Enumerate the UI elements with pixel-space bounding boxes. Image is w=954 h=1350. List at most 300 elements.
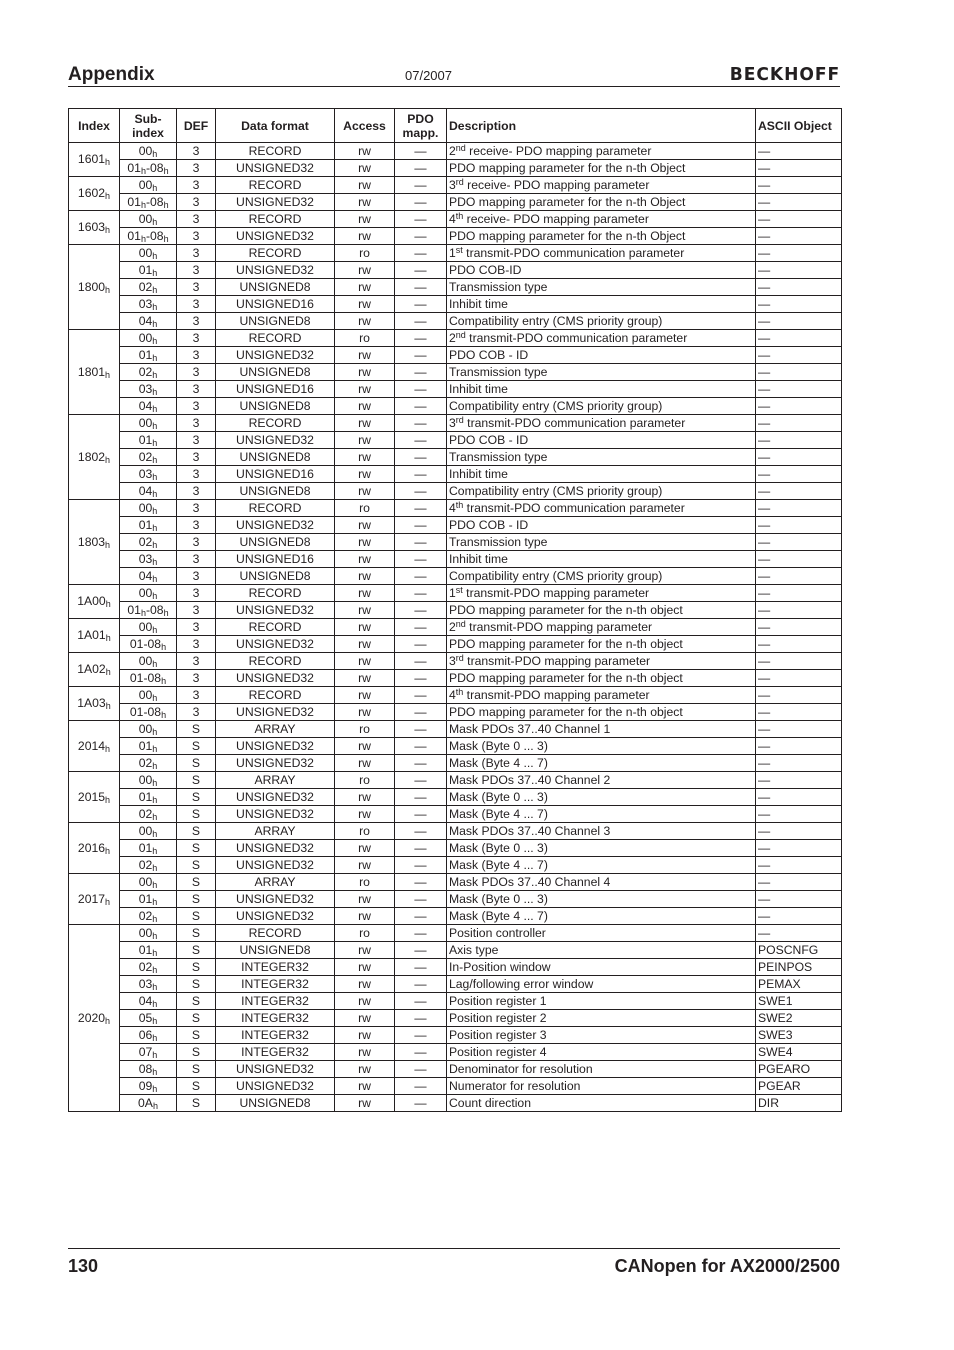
table-row bbox=[69, 636, 842, 653]
subindex-cell: $04_h$ bbox=[120, 568, 177, 585]
table-row bbox=[69, 721, 842, 738]
data-format-cell: UNSIGNED8 bbox=[216, 313, 335, 330]
pdo-mapping-cell: — bbox=[395, 687, 447, 704]
subindex-cell: $02_h$ bbox=[120, 364, 177, 381]
data-format-cell: UNSIGNED8 bbox=[216, 942, 335, 959]
def-cell: 3 bbox=[177, 602, 216, 619]
pdo-mapping-cell: — bbox=[395, 330, 447, 347]
ascii-object-cell: — bbox=[756, 738, 842, 755]
access-cell: rw bbox=[335, 568, 395, 585]
col-header-access: Access bbox=[335, 109, 395, 143]
subindex-cell: $02_h$ bbox=[120, 959, 177, 976]
index-cell: $1602_h$ bbox=[69, 177, 120, 211]
access-cell: rw bbox=[335, 704, 395, 721]
access-cell: rw bbox=[335, 517, 395, 534]
pdo-mapping-cell: — bbox=[395, 381, 447, 398]
table-row bbox=[69, 143, 842, 160]
index-cell: $2020_h$ bbox=[69, 925, 120, 1112]
ascii-object-cell: — bbox=[756, 823, 842, 840]
data-format-cell: RECORD bbox=[216, 143, 335, 160]
ascii-object-cell: — bbox=[756, 874, 842, 891]
description-cell: In-Position window bbox=[447, 959, 756, 976]
def-cell: S bbox=[177, 1010, 216, 1027]
data-format-cell: UNSIGNED16 bbox=[216, 466, 335, 483]
ascii-object-cell: PEMAX bbox=[756, 976, 842, 993]
ascii-object-cell: DIR bbox=[756, 1095, 842, 1112]
pdo-mapping-cell: — bbox=[395, 619, 447, 636]
pdo-mapping-cell: — bbox=[395, 772, 447, 789]
data-format-cell: RECORD bbox=[216, 415, 335, 432]
access-cell: rw bbox=[335, 857, 395, 874]
access-cell: rw bbox=[335, 483, 395, 500]
data-format-cell: UNSIGNED8 bbox=[216, 449, 335, 466]
def-cell: 3 bbox=[177, 228, 216, 245]
table-row bbox=[69, 483, 842, 500]
index-cell: $1A00_h$ bbox=[69, 585, 120, 619]
access-cell: rw bbox=[335, 891, 395, 908]
data-format-cell: UNSIGNED8 bbox=[216, 483, 335, 500]
ascii-object-cell: — bbox=[756, 211, 842, 228]
pdo-mapping-cell: — bbox=[395, 1044, 447, 1061]
pdo-mapping-cell: — bbox=[395, 483, 447, 500]
subindex-cell: $00_h$ bbox=[120, 925, 177, 942]
subindex-cell: $04_h$ bbox=[120, 398, 177, 415]
data-format-cell: UNSIGNED8 bbox=[216, 568, 335, 585]
pdo-mapping-cell: — bbox=[395, 636, 447, 653]
access-cell: rw bbox=[335, 789, 395, 806]
def-cell: 3 bbox=[177, 381, 216, 398]
description-cell: Mask (Byte 0 ... 3) bbox=[447, 789, 756, 806]
data-format-cell: UNSIGNED16 bbox=[216, 296, 335, 313]
def-cell: 3 bbox=[177, 262, 216, 279]
table-row bbox=[69, 262, 842, 279]
data-format-cell: RECORD bbox=[216, 500, 335, 517]
ascii-object-cell: — bbox=[756, 432, 842, 449]
def-cell: 3 bbox=[177, 347, 216, 364]
table-row bbox=[69, 160, 842, 177]
description-cell: Mask (Byte 0 ... 3) bbox=[447, 738, 756, 755]
access-cell: rw bbox=[335, 262, 395, 279]
pdo-mapping-cell: — bbox=[395, 993, 447, 1010]
col-header-pdo-mapping: PDO mapp. bbox=[395, 109, 447, 143]
def-cell: 3 bbox=[177, 364, 216, 381]
access-cell: rw bbox=[335, 619, 395, 636]
index-cell: $1A02_h$ bbox=[69, 653, 120, 687]
pdo-mapping-cell: — bbox=[395, 143, 447, 160]
footer-divider bbox=[68, 1248, 840, 1249]
description-cell: PDO mapping parameter for the n-th object bbox=[447, 636, 756, 653]
description-cell: Inhibit time bbox=[447, 551, 756, 568]
subindex-cell: $00_h$ bbox=[120, 330, 177, 347]
data-format-cell: UNSIGNED32 bbox=[216, 602, 335, 619]
table-row bbox=[69, 772, 842, 789]
def-cell: S bbox=[177, 840, 216, 857]
data-format-cell: RECORD bbox=[216, 177, 335, 194]
pdo-mapping-cell: — bbox=[395, 1061, 447, 1078]
data-format-cell: UNSIGNED32 bbox=[216, 160, 335, 177]
pdo-mapping-cell: — bbox=[395, 823, 447, 840]
data-format-cell: RECORD bbox=[216, 925, 335, 942]
ascii-object-cell: — bbox=[756, 755, 842, 772]
description-cell: Inhibit time bbox=[447, 381, 756, 398]
subindex-cell: $01_h-08_h$ bbox=[120, 194, 177, 211]
subindex-cell: $00_h$ bbox=[120, 585, 177, 602]
description-cell: PDO mapping parameter for the n-th Object bbox=[447, 194, 756, 211]
data-format-cell: UNSIGNED32 bbox=[216, 840, 335, 857]
table-row bbox=[69, 823, 842, 840]
subindex-cell: $00_h$ bbox=[120, 772, 177, 789]
def-cell: 3 bbox=[177, 551, 216, 568]
subindex-cell: $01_h$ bbox=[120, 891, 177, 908]
pdo-mapping-cell: — bbox=[395, 1078, 447, 1095]
def-cell: S bbox=[177, 1078, 216, 1095]
ascii-object-cell: PEINPOS bbox=[756, 959, 842, 976]
def-cell: S bbox=[177, 857, 216, 874]
subindex-cell: $01-08_h$ bbox=[120, 636, 177, 653]
ascii-object-cell: — bbox=[756, 228, 842, 245]
def-cell: 3 bbox=[177, 670, 216, 687]
description-cell: PDO mapping parameter for the n-th object bbox=[447, 602, 756, 619]
ascii-object-cell: — bbox=[756, 160, 842, 177]
pdo-mapping-cell: — bbox=[395, 670, 447, 687]
ascii-object-cell: — bbox=[756, 313, 842, 330]
table-row bbox=[69, 364, 842, 381]
header-divider bbox=[68, 86, 840, 87]
table-row bbox=[69, 245, 842, 262]
ascii-object-cell: — bbox=[756, 483, 842, 500]
header-title: Appendix bbox=[68, 64, 155, 85]
access-cell: ro bbox=[335, 500, 395, 517]
def-cell: S bbox=[177, 1044, 216, 1061]
description-cell: PDO mapping parameter for the n-th Object bbox=[447, 160, 756, 177]
access-cell: rw bbox=[335, 194, 395, 211]
access-cell: rw bbox=[335, 211, 395, 228]
data-format-cell: ARRAY bbox=[216, 772, 335, 789]
subindex-cell: $09_h$ bbox=[120, 1078, 177, 1095]
ascii-object-cell: — bbox=[756, 891, 842, 908]
pdo-mapping-cell: — bbox=[395, 432, 447, 449]
index-cell: $1A03_h$ bbox=[69, 687, 120, 721]
index-cell: $1801_h$ bbox=[69, 330, 120, 415]
description-cell: 4th receive- PDO mapping parameter bbox=[447, 211, 756, 228]
data-format-cell: UNSIGNED32 bbox=[216, 228, 335, 245]
pdo-mapping-cell: — bbox=[395, 976, 447, 993]
access-cell: rw bbox=[335, 228, 395, 245]
access-cell: ro bbox=[335, 772, 395, 789]
def-cell: 3 bbox=[177, 483, 216, 500]
subindex-cell: $00_h$ bbox=[120, 177, 177, 194]
def-cell: 3 bbox=[177, 296, 216, 313]
subindex-cell: $03_h$ bbox=[120, 296, 177, 313]
pdo-mapping-cell: — bbox=[395, 755, 447, 772]
table-row bbox=[69, 687, 842, 704]
data-format-cell: RECORD bbox=[216, 653, 335, 670]
subindex-cell: $05_h$ bbox=[120, 1010, 177, 1027]
def-cell: S bbox=[177, 874, 216, 891]
data-format-cell: UNSIGNED32 bbox=[216, 857, 335, 874]
index-cell: $1803_h$ bbox=[69, 500, 120, 585]
access-cell: rw bbox=[335, 976, 395, 993]
description-cell: Mask (Byte 0 ... 3) bbox=[447, 840, 756, 857]
description-cell: Mask PDOs 37..40 Channel 3 bbox=[447, 823, 756, 840]
description-cell: Mask PDOs 37..40 Channel 2 bbox=[447, 772, 756, 789]
pdo-mapping-cell: — bbox=[395, 449, 447, 466]
data-format-cell: UNSIGNED32 bbox=[216, 755, 335, 772]
pdo-mapping-cell: — bbox=[395, 211, 447, 228]
table-row bbox=[69, 1010, 842, 1027]
ascii-object-cell: — bbox=[756, 364, 842, 381]
pdo-mapping-cell: — bbox=[395, 1027, 447, 1044]
pdo-mapping-cell: — bbox=[395, 313, 447, 330]
access-cell: ro bbox=[335, 330, 395, 347]
subindex-cell: $01_h$ bbox=[120, 942, 177, 959]
ascii-object-cell: — bbox=[756, 619, 842, 636]
page-number: 130 bbox=[68, 1256, 99, 1276]
data-format-cell: INTEGER32 bbox=[216, 976, 335, 993]
access-cell: rw bbox=[335, 653, 395, 670]
subindex-cell: $01_h$ bbox=[120, 517, 177, 534]
def-cell: 3 bbox=[177, 619, 216, 636]
table-row bbox=[69, 993, 842, 1010]
description-cell: 2nd receive- PDO mapping parameter bbox=[447, 143, 756, 160]
pdo-mapping-cell: — bbox=[395, 908, 447, 925]
subindex-cell: $02_h$ bbox=[120, 806, 177, 823]
data-format-cell: UNSIGNED8 bbox=[216, 279, 335, 296]
table-row bbox=[69, 381, 842, 398]
table-row bbox=[69, 551, 842, 568]
table-row bbox=[69, 432, 842, 449]
data-format-cell: INTEGER32 bbox=[216, 1044, 335, 1061]
pdo-mapping-cell: — bbox=[395, 857, 447, 874]
data-format-cell: RECORD bbox=[216, 211, 335, 228]
access-cell: rw bbox=[335, 1027, 395, 1044]
ascii-object-cell: SWE3 bbox=[756, 1027, 842, 1044]
table-row bbox=[69, 347, 842, 364]
table-row bbox=[69, 670, 842, 687]
description-cell: Transmission type bbox=[447, 364, 756, 381]
data-format-cell: UNSIGNED32 bbox=[216, 806, 335, 823]
ascii-object-cell: — bbox=[756, 789, 842, 806]
def-cell: S bbox=[177, 1095, 216, 1112]
description-cell: Axis type bbox=[447, 942, 756, 959]
table-row bbox=[69, 942, 842, 959]
access-cell: rw bbox=[335, 313, 395, 330]
pdo-mapping-cell: — bbox=[395, 789, 447, 806]
data-format-cell: UNSIGNED32 bbox=[216, 347, 335, 364]
subindex-cell: $02_h$ bbox=[120, 534, 177, 551]
data-format-cell: UNSIGNED32 bbox=[216, 670, 335, 687]
data-format-cell: UNSIGNED16 bbox=[216, 551, 335, 568]
access-cell: rw bbox=[335, 602, 395, 619]
col-header-index: Index bbox=[69, 109, 120, 143]
access-cell: rw bbox=[335, 1061, 395, 1078]
description-cell: 3rd transmit-PDO communication parameter bbox=[447, 415, 756, 432]
access-cell: rw bbox=[335, 738, 395, 755]
access-cell: rw bbox=[335, 432, 395, 449]
ascii-object-cell: — bbox=[756, 704, 842, 721]
description-cell: Denominator for resolution bbox=[447, 1061, 756, 1078]
object-dictionary-table bbox=[68, 108, 842, 1112]
data-format-cell: RECORD bbox=[216, 619, 335, 636]
def-cell: 3 bbox=[177, 194, 216, 211]
data-format-cell: UNSIGNED32 bbox=[216, 636, 335, 653]
table-row bbox=[69, 704, 842, 721]
subindex-cell: $01_h$ bbox=[120, 789, 177, 806]
subindex-cell: $01_h-08_h$ bbox=[120, 228, 177, 245]
table-row bbox=[69, 619, 842, 636]
pdo-mapping-cell: — bbox=[395, 602, 447, 619]
subindex-cell: $07_h$ bbox=[120, 1044, 177, 1061]
data-format-cell: UNSIGNED8 bbox=[216, 1095, 335, 1112]
access-cell: rw bbox=[335, 364, 395, 381]
table-row bbox=[69, 959, 842, 976]
pdo-mapping-cell: — bbox=[395, 160, 447, 177]
table-row bbox=[69, 738, 842, 755]
data-format-cell: INTEGER32 bbox=[216, 1010, 335, 1027]
access-cell: rw bbox=[335, 585, 395, 602]
ascii-object-cell: — bbox=[756, 517, 842, 534]
table-row bbox=[69, 925, 842, 942]
data-format-cell: UNSIGNED8 bbox=[216, 398, 335, 415]
ascii-object-cell: — bbox=[756, 840, 842, 857]
access-cell: rw bbox=[335, 687, 395, 704]
table-row bbox=[69, 806, 842, 823]
description-cell: Mask (Byte 4 ... 7) bbox=[447, 755, 756, 772]
data-format-cell: UNSIGNED32 bbox=[216, 517, 335, 534]
data-format-cell: ARRAY bbox=[216, 823, 335, 840]
col-header-ascii-object: ASCII Object bbox=[756, 109, 842, 143]
ascii-object-cell: SWE2 bbox=[756, 1010, 842, 1027]
data-format-cell: UNSIGNED32 bbox=[216, 738, 335, 755]
col-header-data-format: Data format bbox=[216, 109, 335, 143]
subindex-cell: $00_h$ bbox=[120, 721, 177, 738]
ascii-object-cell: — bbox=[756, 687, 842, 704]
access-cell: rw bbox=[335, 296, 395, 313]
access-cell: rw bbox=[335, 1078, 395, 1095]
def-cell: 3 bbox=[177, 313, 216, 330]
description-cell: Inhibit time bbox=[447, 296, 756, 313]
ascii-object-cell: — bbox=[756, 177, 842, 194]
access-cell: rw bbox=[335, 942, 395, 959]
col-header-subindex: Sub- index bbox=[120, 109, 177, 143]
subindex-cell: $03_h$ bbox=[120, 551, 177, 568]
access-cell: ro bbox=[335, 925, 395, 942]
description-cell: 4th transmit-PDO mapping parameter bbox=[447, 687, 756, 704]
access-cell: ro bbox=[335, 245, 395, 262]
table-row bbox=[69, 449, 842, 466]
description-cell: Mask PDOs 37..40 Channel 1 bbox=[447, 721, 756, 738]
access-cell: rw bbox=[335, 840, 395, 857]
subindex-cell: $01_h-08_h$ bbox=[120, 160, 177, 177]
index-cell: $2016_h$ bbox=[69, 823, 120, 874]
subindex-cell: $00_h$ bbox=[120, 823, 177, 840]
def-cell: S bbox=[177, 738, 216, 755]
description-cell: 1st transmit-PDO communication parameter bbox=[447, 245, 756, 262]
data-format-cell: UNSIGNED32 bbox=[216, 789, 335, 806]
def-cell: 3 bbox=[177, 143, 216, 160]
pdo-mapping-cell: — bbox=[395, 721, 447, 738]
table-row bbox=[69, 398, 842, 415]
table-row bbox=[69, 1027, 842, 1044]
table-row bbox=[69, 228, 842, 245]
data-format-cell: RECORD bbox=[216, 245, 335, 262]
subindex-cell: $01_h$ bbox=[120, 262, 177, 279]
data-format-cell: RECORD bbox=[216, 687, 335, 704]
access-cell: rw bbox=[335, 177, 395, 194]
description-cell: Mask (Byte 4 ... 7) bbox=[447, 806, 756, 823]
def-cell: 3 bbox=[177, 534, 216, 551]
description-cell: 3rd transmit-PDO mapping parameter bbox=[447, 653, 756, 670]
subindex-cell: $04_h$ bbox=[120, 483, 177, 500]
ascii-object-cell: — bbox=[756, 602, 842, 619]
def-cell: S bbox=[177, 772, 216, 789]
index-cell: $1603_h$ bbox=[69, 211, 120, 245]
subindex-cell: $02_h$ bbox=[120, 857, 177, 874]
col-header-description: Description bbox=[447, 109, 756, 143]
table-body bbox=[69, 143, 842, 1112]
data-format-cell: UNSIGNED32 bbox=[216, 1078, 335, 1095]
description-cell: Transmission type bbox=[447, 534, 756, 551]
document-title: CANopen for AX2000/2500 bbox=[614, 1256, 840, 1276]
access-cell: rw bbox=[335, 1044, 395, 1061]
data-format-cell: UNSIGNED16 bbox=[216, 381, 335, 398]
ascii-object-cell: — bbox=[756, 806, 842, 823]
col-header-def: DEF bbox=[177, 109, 216, 143]
subindex-cell: $04_h$ bbox=[120, 313, 177, 330]
pdo-mapping-cell: — bbox=[395, 296, 447, 313]
ascii-object-cell: — bbox=[756, 415, 842, 432]
pdo-mapping-cell: — bbox=[395, 1010, 447, 1027]
def-cell: 3 bbox=[177, 653, 216, 670]
subindex-cell: $02_h$ bbox=[120, 279, 177, 296]
def-cell: 3 bbox=[177, 704, 216, 721]
pdo-mapping-cell: — bbox=[395, 891, 447, 908]
access-cell: rw bbox=[335, 449, 395, 466]
subindex-cell: $00_h$ bbox=[120, 500, 177, 517]
ascii-object-cell: — bbox=[756, 194, 842, 211]
def-cell: S bbox=[177, 789, 216, 806]
pdo-mapping-cell: — bbox=[395, 177, 447, 194]
def-cell: 3 bbox=[177, 211, 216, 228]
data-format-cell: INTEGER32 bbox=[216, 1027, 335, 1044]
access-cell: rw bbox=[335, 534, 395, 551]
pdo-mapping-cell: — bbox=[395, 874, 447, 891]
subindex-cell: $00_h$ bbox=[120, 143, 177, 160]
data-format-cell: RECORD bbox=[216, 330, 335, 347]
description-cell: Mask (Byte 4 ... 7) bbox=[447, 857, 756, 874]
table-row bbox=[69, 1061, 842, 1078]
pdo-mapping-cell: — bbox=[395, 415, 447, 432]
data-format-cell: INTEGER32 bbox=[216, 993, 335, 1010]
table-row bbox=[69, 517, 842, 534]
access-cell: rw bbox=[335, 959, 395, 976]
ascii-object-cell: — bbox=[756, 721, 842, 738]
access-cell: rw bbox=[335, 415, 395, 432]
table-row bbox=[69, 1044, 842, 1061]
access-cell: rw bbox=[335, 636, 395, 653]
description-cell: PDO COB - ID bbox=[447, 432, 756, 449]
pdo-mapping-cell: — bbox=[395, 245, 447, 262]
table-row bbox=[69, 211, 842, 228]
table-row bbox=[69, 874, 842, 891]
ascii-object-cell: — bbox=[756, 245, 842, 262]
subindex-cell: $00_h$ bbox=[120, 619, 177, 636]
description-cell: Mask (Byte 0 ... 3) bbox=[447, 891, 756, 908]
access-cell: rw bbox=[335, 670, 395, 687]
subindex-cell: $01-08_h$ bbox=[120, 704, 177, 721]
description-cell: Compatibility entry (CMS priority group) bbox=[447, 398, 756, 415]
subindex-cell: $02_h$ bbox=[120, 755, 177, 772]
